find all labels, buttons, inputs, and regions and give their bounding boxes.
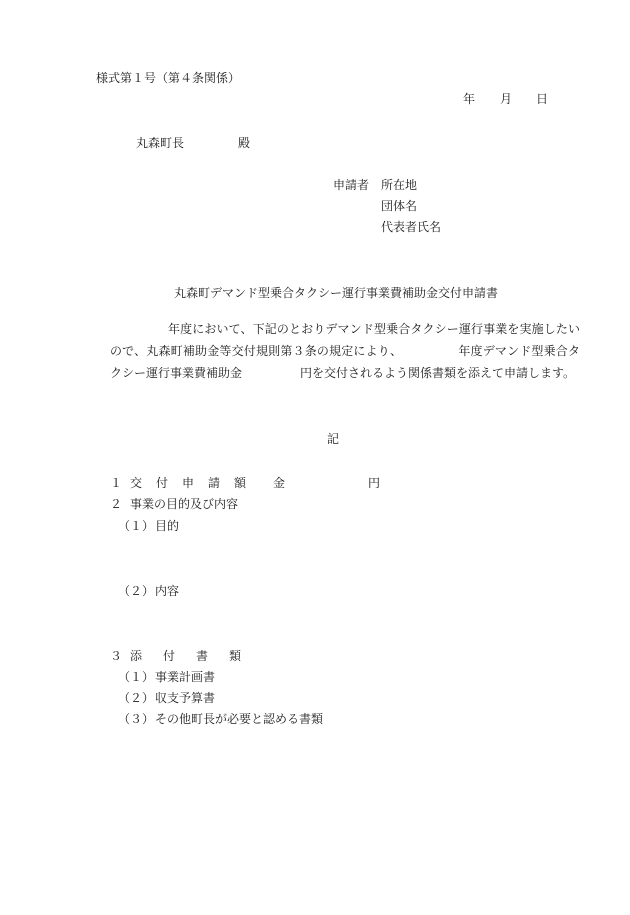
item2-sub1-label: 目的 <box>155 519 180 533</box>
ki-heading: 記 <box>327 432 340 446</box>
body-part1: 年度において、下記のとおりデマンド型乗合タクシー運行事業を実施したいので、丸森町補助金等交付規則第３条の規定により、 <box>110 322 580 358</box>
form-number: 様式第１号（第４条関係） <box>96 71 241 85</box>
item3-sub2-label: 収支予算書 <box>155 691 216 705</box>
applicant-label: 申請者 <box>333 178 370 192</box>
body-part3: 円を交付されるよう関係書類を添えて申請します。 <box>300 366 576 380</box>
date-month-label: 月 <box>500 92 513 106</box>
item2-sub2-label: 内容 <box>155 584 180 598</box>
item3-sub2-number: （２） <box>118 691 155 705</box>
item1-kin: 金 <box>273 476 286 490</box>
item2-sub1-number: （１） <box>118 519 155 533</box>
date-day-label: 日 <box>536 92 549 106</box>
item3-sub1-label: 事業計画書 <box>155 670 216 684</box>
date-year-label: 年 <box>463 92 476 106</box>
applicant-org-label: 団体名 <box>381 199 418 213</box>
item2-sub2-number: （２） <box>118 584 155 598</box>
applicant-rep-label: 代表者氏名 <box>381 220 442 234</box>
item2-number: ２ <box>110 497 123 511</box>
item1-label: 交付申請額 <box>130 476 261 490</box>
item3-sub3-number: （３） <box>118 712 155 726</box>
item3-sub1-number: （１） <box>118 670 155 684</box>
addressee-name: 丸森町長 <box>136 136 185 150</box>
body-paragraph <box>110 318 580 384</box>
item3-label: 添付書類 <box>130 649 263 663</box>
document-title: 丸森町デマンド型乗合タクシー運行事業費補助金交付申請書 <box>174 286 499 300</box>
item1-number: １ <box>110 476 123 490</box>
item1-yen: 円 <box>368 476 381 490</box>
body-part2: 年度デマンド型乗合タクシー運行事業費補助金 <box>110 344 580 380</box>
applicant-address-label: 所在地 <box>381 178 418 192</box>
item3-sub3-label: その他町長が必要と認める書類 <box>155 712 324 726</box>
addressee-honorific: 殿 <box>238 136 251 150</box>
item2-label: 事業の目的及び内容 <box>130 497 239 511</box>
item3-number: ３ <box>110 649 123 663</box>
